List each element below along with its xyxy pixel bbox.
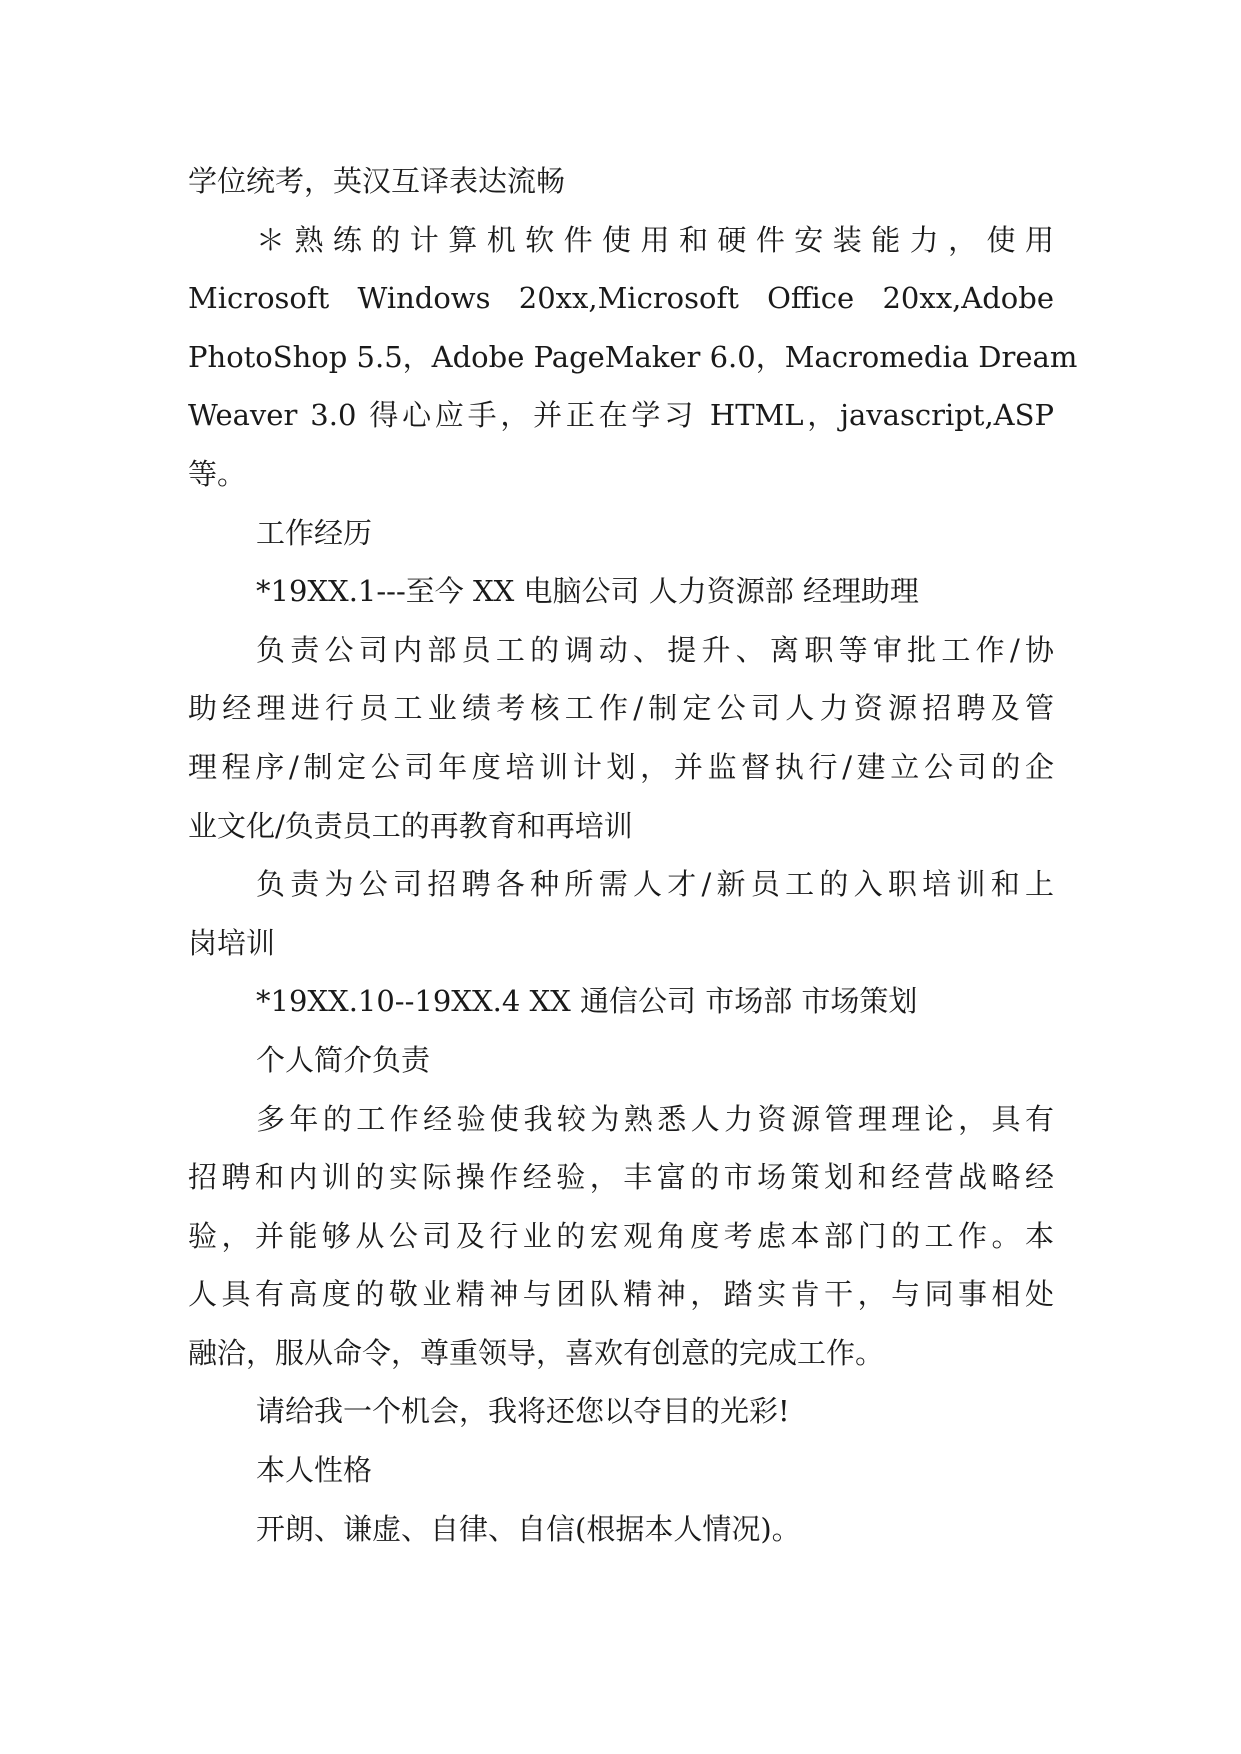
text-line-11: 理程序/制定公司年度培训计划，并监督执行/建立公司的企	[188, 749, 1054, 784]
text-line-14: 岗培训	[188, 925, 276, 960]
text-line-12: 业文化/负责员工的再教育和再培训	[188, 808, 633, 843]
text-line-6: 等。	[188, 456, 247, 491]
text-line-22: 请给我一个机会，我将还您以夺目的光彩!	[256, 1394, 790, 1429]
text-line-24: 开朗、谦虚、自律、自信(根据本人情况)。	[256, 1511, 801, 1546]
text-line-2: ＊熟练的计算机软件使用和硬件安装能力，使用	[256, 222, 1054, 257]
text-line-1: 学位统考，英汉互译表达流畅	[188, 164, 566, 198]
section-heading-work-experience: 工作经历	[256, 515, 373, 550]
text-line-4: PhotoShop 5.5，Adobe PageMaker 6.0，Macromedia Dream	[188, 339, 1078, 374]
text-line-21: 融洽，服从命令，尊重领导，喜欢有创意的完成工作。	[188, 1335, 885, 1370]
text-line-10: 助经理进行员工业绩考核工作/制定公司人力资源招聘及管	[188, 691, 1054, 726]
document-page	[188, 152, 1078, 1558]
text-line-20: 人具有高度的敬业精神与团队精神，踏实肯干，与同事相处	[188, 1277, 1054, 1312]
text-line-17: 多年的工作经验使我较为熟悉人力资源管理理论，具有	[256, 1101, 1054, 1136]
text-line-9: 负责公司内部员工的调动、提升、离职等审批工作/协	[256, 632, 1054, 667]
section-heading-profile: 个人简介负责	[256, 1042, 431, 1077]
text-line-3: Microsoft Windows 20xx,Microsoft Office 20xx,Adobe	[188, 281, 1054, 316]
job-entry-2: *19XX.10--19XX.4 XX 通信公司 市场部 市场策划	[256, 984, 918, 1019]
text-line-13: 负责为公司招聘各种所需人才/新员工的入职培训和上	[256, 867, 1054, 902]
text-line-19: 验，并能够从公司及行业的宏观角度考虑本部门的工作。本	[188, 1218, 1054, 1253]
text-line-5: Weaver 3.0 得心应手，并正在学习 HTML，javascript,ASP	[188, 398, 1054, 433]
section-heading-personality: 本人性格	[256, 1453, 373, 1488]
text-line-18: 招聘和内训的实际操作经验，丰富的市场策划和经营战略经	[188, 1160, 1054, 1195]
job-entry-1: *19XX.1---至今 XX 电脑公司 人力资源部 经理助理	[256, 574, 919, 609]
